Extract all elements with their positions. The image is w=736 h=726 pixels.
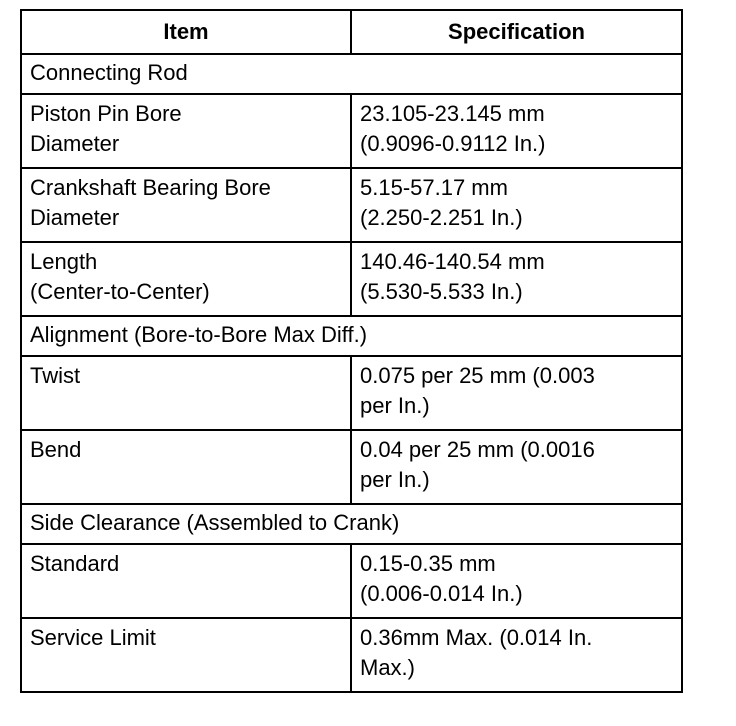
item-cell: Piston Pin Bore Diameter — [30, 101, 182, 156]
table-row — [21, 168, 682, 242]
section-label: Side Clearance (Assembled to Crank) — [30, 510, 400, 535]
table-row — [21, 94, 682, 168]
header-row — [21, 10, 682, 54]
table-row — [21, 356, 682, 430]
table-row — [21, 618, 682, 692]
table-row — [21, 544, 682, 618]
item-cell: Standard — [30, 551, 120, 576]
spec-cell: 140.46-140.54 mm (5.530-5.533 In.) — [360, 249, 545, 304]
section-row-side-clearance — [21, 504, 682, 544]
item-cell: Crankshaft Bearing Bore Diameter — [30, 175, 271, 230]
item-column-header: Item — [21, 10, 351, 54]
section-label: Alignment (Bore-to-Bore Max Diff.) — [30, 322, 368, 347]
table-row — [21, 242, 682, 316]
item-cell: Service Limit — [30, 625, 156, 650]
section-label: Connecting Rod — [30, 60, 188, 85]
specification-table — [20, 9, 683, 693]
section-row-alignment — [21, 316, 682, 356]
item-cell: Length (Center-to-Center) — [30, 249, 210, 304]
spec-cell: 0.075 per 25 mm (0.003 per In.) — [360, 363, 595, 418]
table-row — [21, 430, 682, 504]
spec-cell: 23.105-23.145 mm (0.9096-0.9112 In.) — [360, 101, 546, 156]
specification-column-header: Specification — [351, 10, 682, 54]
section-row-connecting-rod — [21, 54, 682, 94]
spec-cell: 0.04 per 25 mm (0.0016 per In.) — [360, 437, 595, 492]
item-cell: Twist — [30, 363, 81, 388]
spec-cell: 5.15-57.17 mm (2.250-2.251 In.) — [360, 175, 523, 230]
spec-cell: 0.15-0.35 mm (0.006-0.014 In.) — [360, 551, 523, 606]
item-cell: Bend — [30, 437, 82, 462]
spec-cell: 0.36mm Max. (0.014 In. Max.) — [360, 625, 593, 680]
